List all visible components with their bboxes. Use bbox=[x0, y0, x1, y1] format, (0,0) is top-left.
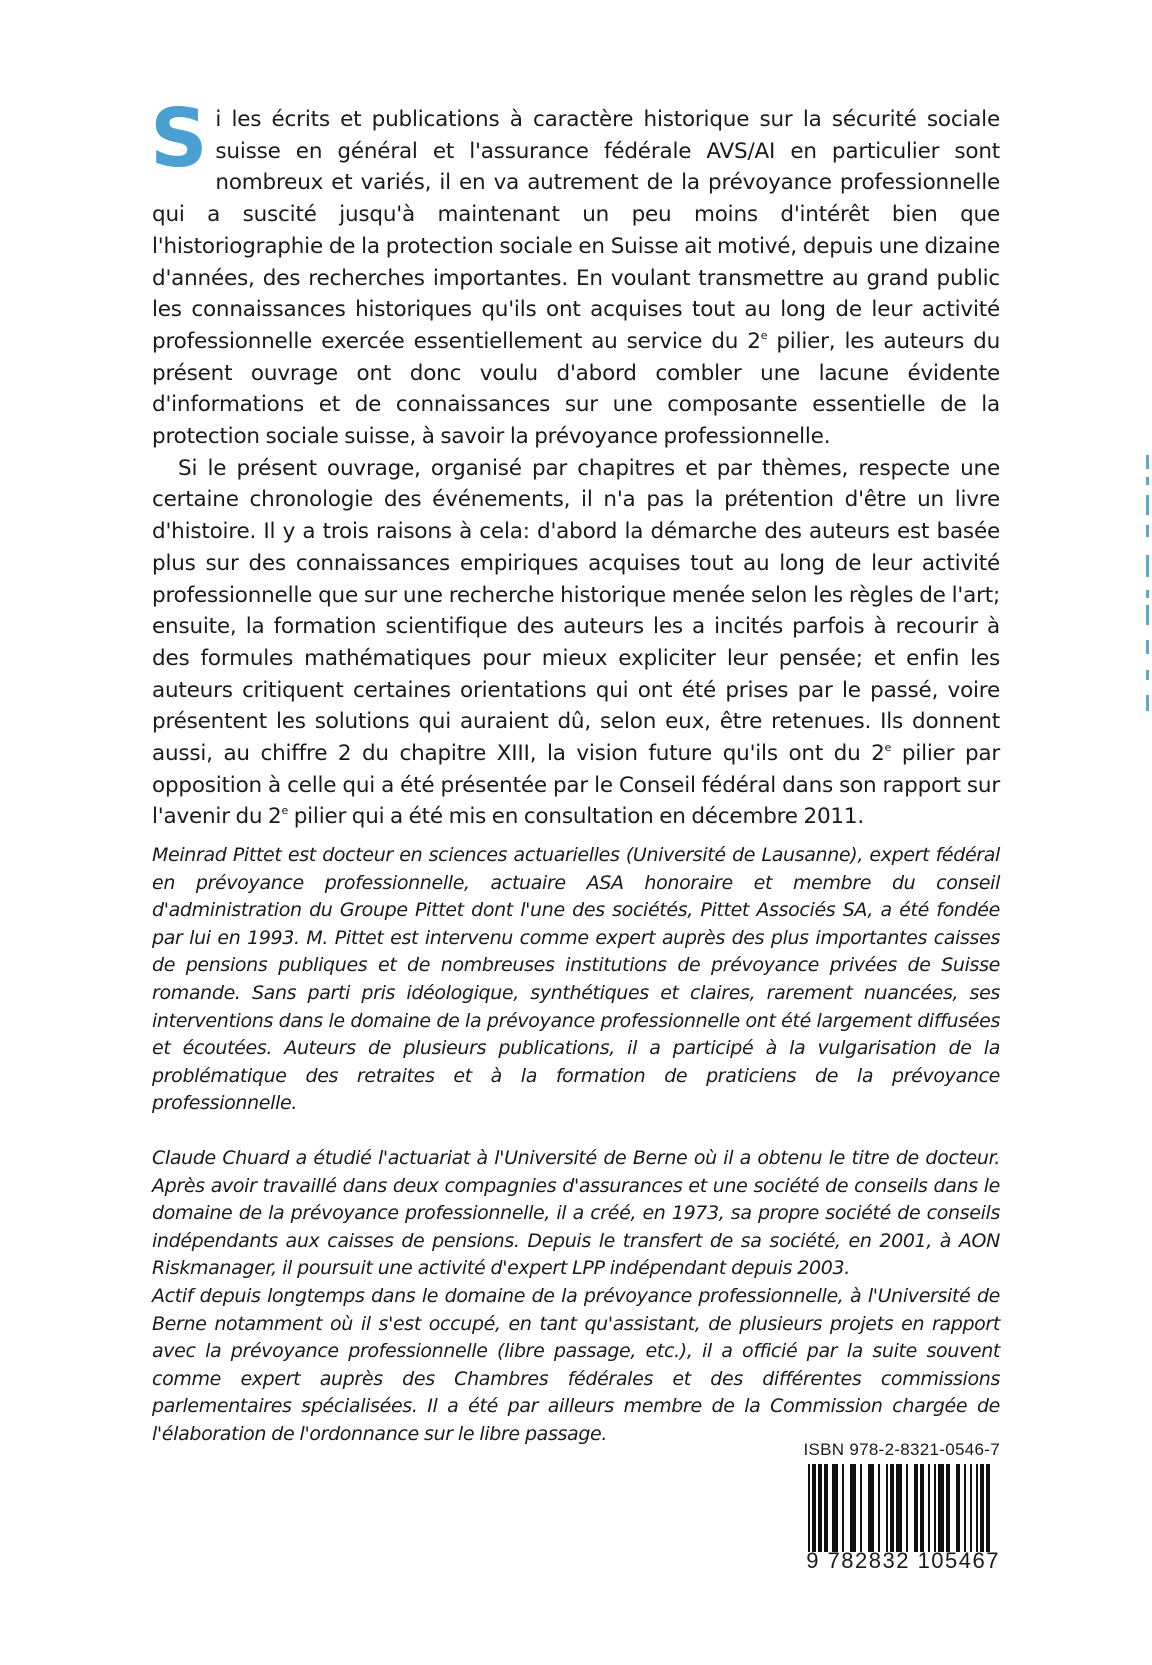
barcode-bar bbox=[980, 1464, 984, 1552]
blurb-text bbox=[150, 92, 1001, 833]
barcode-bar bbox=[890, 1464, 894, 1552]
blurb-paragraph-1: Si les écrits et publications à caractère historique sur la sécurité sociale suisse en général et l'assurance fédérale AVS/AI en particulier sont nombreux et variés, il en va autrement de la prévoyance professionnelle qui a suscité jusqu'à maintenant un peu moins d'intérêt bien que l'historiographie de la protection sociale en Suisse ait motivé, depuis une dizaine d'années, des recherches importantes. En voulant transmettre au grand public les connaissances historiques qu'ils ont acquises tout au long de leur activité professionnelle exercée essentiellement au service du 2e pilier, les auteurs du présent ouvrage ont donc voulu d'abord combler une lacune évidente d'informations et de connaissances sur une composante essentielle de la protection sociale suisse, à savoir la prévoyance professionnelle. bbox=[150, 92, 1000, 450]
blurb-paragraph-2: Si le présent ouvrage, organisé par chapitres et par thèmes, respecte une certaine chronologie des événements, il n'a pas la prétention d'être un livre d'histoire. Il y a trois raisons à cela: d'abord la démarche des auteurs est basée plus sur des connaissances empiriques acquises tout au long de leur activité professionnelle que sur une recherche historique menée selon les règles de l'art; ensuite, la formation scientifique des auteurs les a incités parfois à recourir à des formules mathématiques pour mieux expliciter leur pensée; et enfin les auteurs critiquent certaines orientations qui ont été prises par le passé, voire présentent les solutions qui auraient dû, selon eux, être retenues. Ils donnent aussi, au chiffre 2 du chapitre XIII, la vision future qu'ils ont du 2e pilier par opposition à celle qui a été présentée par le Conseil fédéral dans son rapport sur l'avenir du 2e pilier qui a été mis en consultation en décembre 2011. bbox=[152, 455, 1001, 830]
barcode-bar bbox=[878, 1464, 880, 1552]
barcode-bar bbox=[956, 1464, 960, 1552]
barcode-bar bbox=[976, 1464, 978, 1552]
barcode-bar bbox=[886, 1464, 888, 1552]
barcode-bar bbox=[896, 1464, 902, 1552]
spine-dash bbox=[1146, 455, 1149, 469]
spine-dash bbox=[1146, 640, 1149, 654]
barcode-bar bbox=[832, 1464, 838, 1552]
barcode-bar bbox=[934, 1464, 936, 1552]
barcode-bar bbox=[824, 1464, 828, 1552]
spine-dash bbox=[1146, 605, 1149, 625]
bio-claude-chuard-continued: Actif depuis longtemps dans le domaine de la prévoyance professionnelle, à l'Université de Berne notamment où il s'est occupé, en tant qu'assistant, de plusieurs projets en rapport avec la prévoyance professionnelle (libre passage, etc.), il a officié par la suite souvent comme expert auprès des Chambres fédérales et des différentes commissions parlementaires spécialisées. Il a été par ailleurs membre de la Commission chargée de l'élaboration de l'ordonnance sur le libre passage. bbox=[152, 1284, 1000, 1445]
barcode bbox=[808, 1464, 1000, 1552]
barcode-bar bbox=[946, 1464, 950, 1552]
spine-edge-decoration bbox=[1146, 455, 1150, 715]
spine-dash bbox=[1146, 695, 1149, 711]
barcode-bar bbox=[812, 1464, 816, 1552]
barcode-bar bbox=[938, 1464, 944, 1552]
author-bios bbox=[152, 842, 1000, 1448]
spine-dash bbox=[1146, 525, 1149, 537]
bio-meinrad-pittet: Meinrad Pittet est docteur en sciences actuarielles (Université de Lausanne), expert fédéral en prévoyance professionnelle, actuaire ASA honoraire et membre du conseil d'administration du Groupe Pittet dont l'une des sociétés, Pittet Associés SA, a été fondée par lui en 1993. M. Pittet est intervenu comme expert auprès des plus importantes caisses de pensions publiques et de nombreuses institutions de prévoyance privées de Suisse romande. Sans parti pris idéologique, synthétiques et claires, rarement nuancées, ses interventions dans le domaine de la prévoyance professionnelle ont été largement diffusées et écoutées. Auteurs de plusieurs publications, il a participé à la vulgarisation de la problématique des retraites et à la formation de praticiens de la prévoyance professionnelle. bbox=[152, 844, 1000, 1115]
barcode-bar bbox=[906, 1464, 908, 1552]
barcode-bar bbox=[850, 1464, 856, 1552]
barcode-bar bbox=[842, 1464, 844, 1552]
barcode-bar bbox=[914, 1464, 918, 1552]
barcode-bar bbox=[986, 1464, 990, 1552]
spine-dash bbox=[1146, 670, 1149, 680]
barcode-bar bbox=[928, 1464, 930, 1552]
spine-dash bbox=[1146, 477, 1149, 485]
spine-dash bbox=[1146, 555, 1149, 577]
dropcap-letter: S bbox=[150, 92, 208, 185]
spine-dash bbox=[1146, 590, 1149, 598]
barcode-bar bbox=[868, 1464, 874, 1552]
spine-dash bbox=[1146, 495, 1149, 515]
barcode-bar bbox=[860, 1464, 862, 1552]
isbn-label: ISBN 978-2-8321-0546-7 bbox=[803, 1440, 1000, 1459]
barcode-bar bbox=[970, 1464, 972, 1552]
barcode-bar bbox=[818, 1464, 822, 1552]
barcode-bar bbox=[920, 1464, 924, 1552]
barcode-bar bbox=[964, 1464, 966, 1552]
barcode-digits: 9 782832 105467 bbox=[806, 1548, 1000, 1573]
isbn-block bbox=[800, 1440, 1000, 1574]
barcode-bar bbox=[808, 1464, 810, 1552]
bio-claude-chuard: Claude Chuard a étudié l'actuariat à l'Université de Berne où il a obtenu le titre de docteur. Après avoir travaillé dans deux compagnies d'assurances et une société de conseils dans le domaine de la prévoyance professionnelle, il a créé, en 1973, sa propre société de conseils indépendants aux caisses de pensions. Depuis le transfert de sa société, en 2001, à AON Riskmanager, il poursuit une activité d'expert LPP indépendant depuis 2003. bbox=[152, 1146, 1000, 1280]
